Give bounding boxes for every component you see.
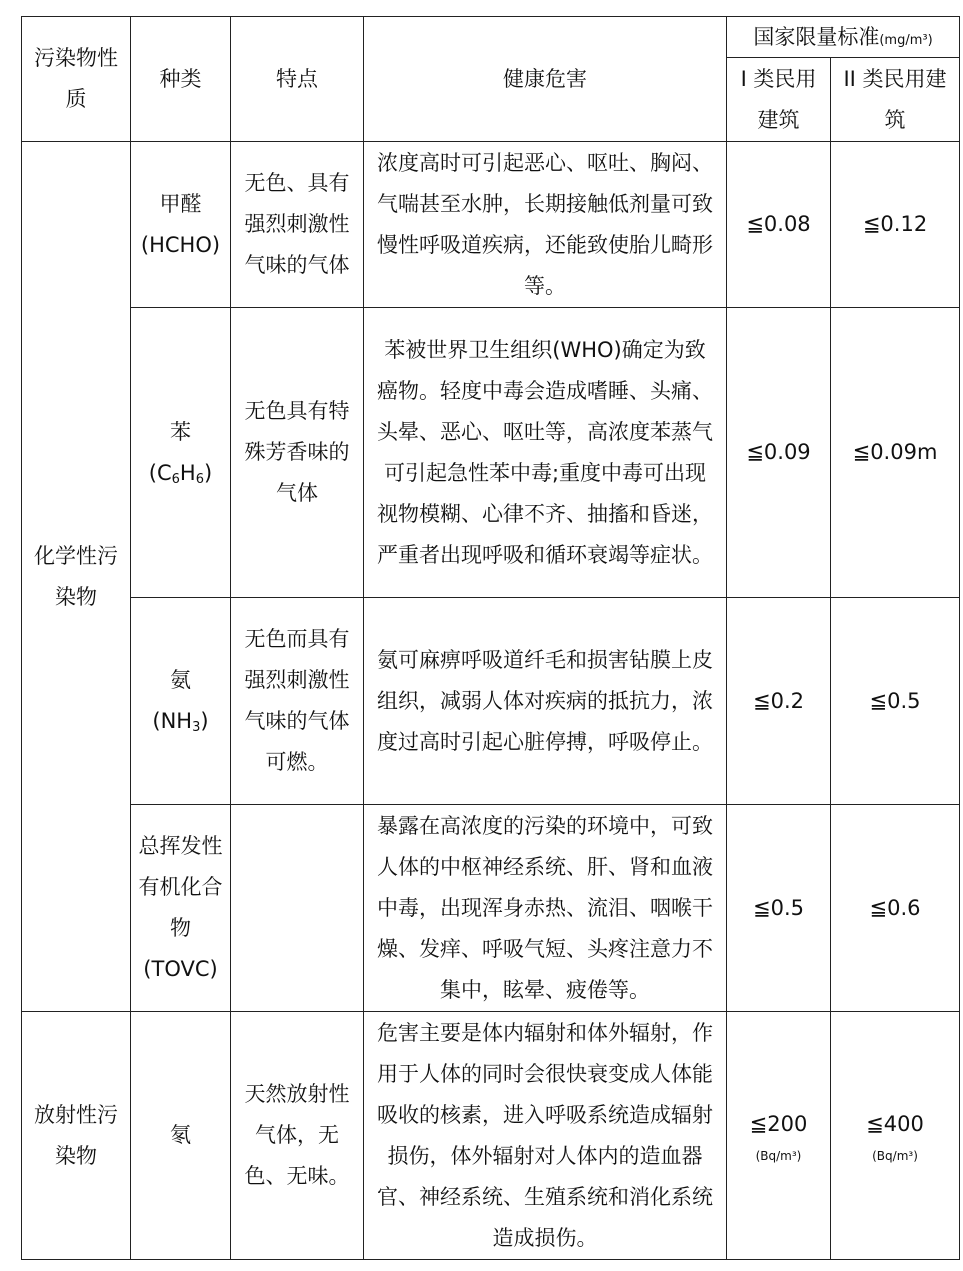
type-cell: 甲醛 (HCHO) [131,142,231,308]
class2-value: ≦0.12 [831,142,960,308]
class1-value: ≦200 (Bq/m³) [727,1012,831,1260]
class1-unit: (Bq/m³) [755,1149,802,1163]
hazard-cell: 暴露在高浓度的污染的环境中，可致人体的中枢神经系统、肝、肾和血液中毒，出现浑身赤热、流泪、咽喉干燥、发痒、呼吸气短、头疼注意力不集中，眩晕、疲倦等。 [364,805,727,1012]
class1-value: ≦0.2 [727,598,831,805]
class1-value: ≦0.09 [727,308,831,598]
header-feature: 特点 [231,17,364,142]
feature-cell: 无色、具有强烈刺激性气味的气体 [231,142,364,308]
table-row [22,1012,960,1260]
feature-cell: 无色具有特殊芳香味的气体 [231,308,364,598]
group-radioactive: 放射性污染物 [22,1012,131,1260]
hazard-cell: 氨可麻痹呼吸道纤毛和损害钻膜上皮组织，减弱人体对疾病的抵抗力，浓度过高时引起心脏停搏，呼吸停止。 [364,598,727,805]
type-cell: 氨 $(NH_3)$ [131,598,231,805]
header-nature: 污染物性质 [22,17,131,142]
class2-value: ≦400 (Bq/m³) [831,1012,960,1260]
feature-cell: 天然放射性气体，无色、无味。 [231,1012,364,1260]
hazard-cell: 危害主要是体内辐射和体外辐射，作用于人体的同时会很快衰变成人体能吸收的核素，进入呼吸系统造成辐射损伤，体外辐射对人体内的造血器官、神经系统、生殖系统和消化系统造成损伤。 [364,1012,727,1260]
class1-value: ≦0.08 [727,142,831,308]
feature-cell: 无色而具有强烈刺激性气味的气体可燃。 [231,598,364,805]
header-hazard: 健康危害 [364,17,727,142]
header-type: 种类 [131,17,231,142]
type-cell: 氡 [131,1012,231,1260]
hazard-cell: 浓度高时可引起恶心、呕吐、胸闷、气喘甚至水肿，长期接触低剂量可致慢性呼吸道疾病，还能致使胎儿畸形等。 [364,142,727,308]
type-cell: 苯 $(C_6H_6)$ [131,308,231,598]
class1-value: ≦0.5 [727,805,831,1012]
table-row [22,308,960,598]
class2-unit: (Bq/m³) [872,1149,918,1163]
class2-value: ≦0.5 [831,598,960,805]
table-row [22,598,960,805]
header-standard: 国家限量标准(mg/m³) [727,17,960,58]
header-standard-unit: (mg/m³) [879,33,933,48]
header-row-1 [22,17,960,58]
class2-value: ≦0.6 [831,805,960,1012]
header-class2: II 类民用建筑 [831,58,960,142]
hazard-cell: 苯被世界卫生组织(WHO)确定为致癌物。轻度中毒会造成嗜睡、头痛、头晕、恶心、呕吐等，高浓度苯蒸气可引起急性苯中毒;重度中毒可出现视物模糊、心律不齐、抽搐和昏迷，严重者出现呼吸和循环衰竭等症状。 [364,308,727,598]
group-chemical: 化学性污染物 [22,142,131,1012]
table-row [22,805,960,1012]
table-row [22,142,960,308]
header-class1: I 类民用建筑 [727,58,831,142]
class2-value: ≦0.09m [831,308,960,598]
type-cell: 总挥发性有机化合物 (TOVC) [131,805,231,1012]
feature-cell [231,805,364,1012]
pollutant-table [21,16,960,1260]
